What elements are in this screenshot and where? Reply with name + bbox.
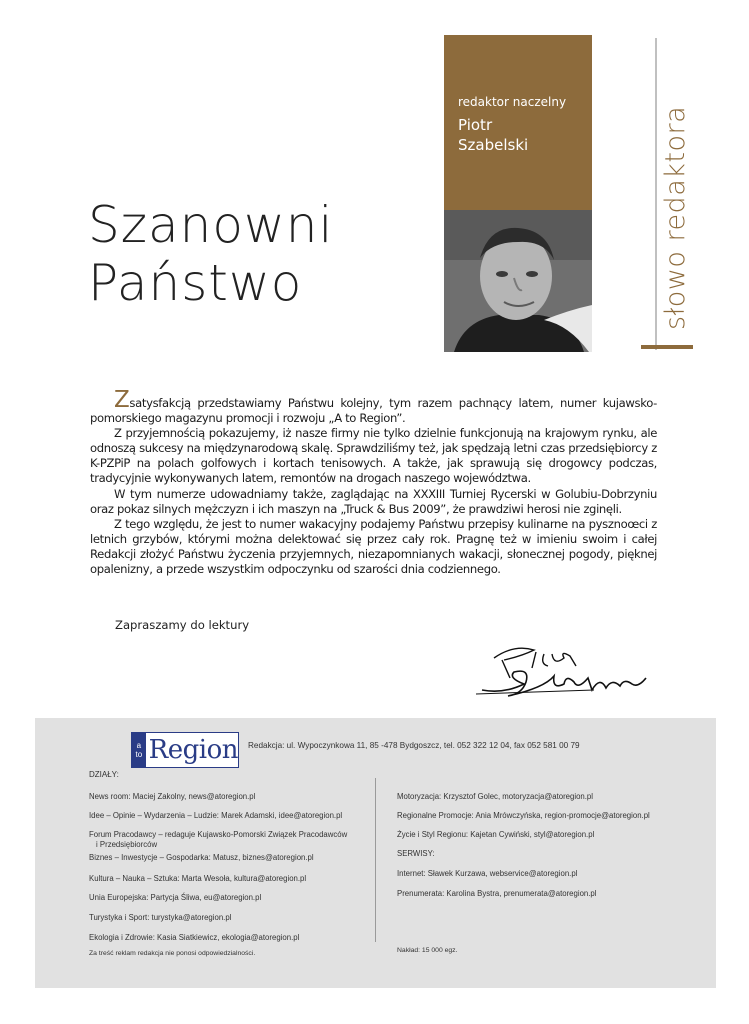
editor-portrait-image	[444, 210, 592, 352]
dept-kultura: Kultura – Nauka – Sztuka: Marta Wesoła, kultura@atoregion.pl	[89, 874, 307, 883]
editor-last-name: Szabelski	[458, 136, 529, 154]
closing-line: Zapraszamy do lektury	[115, 618, 250, 632]
editor-signature	[474, 638, 654, 700]
article-body	[90, 387, 657, 577]
logo-region-text: Region	[148, 735, 238, 765]
section-divider-line	[655, 38, 657, 350]
departments-heading: DZIAŁY:	[89, 770, 119, 779]
ads-disclaimer: Za treść reklam redakcja nie ponosi odpowiedzialności.	[89, 950, 256, 957]
drop-cap: Z	[114, 387, 130, 413]
page-title	[88, 196, 333, 312]
logo-ato-block	[132, 733, 146, 767]
dept-news-room: News room: Maciej Zakolny, news@atoregion.pl	[89, 792, 256, 801]
dept-zycie-i-styl: Życie i Styl Regionu: Kajetan Cywiński, styl@atoregion.pl	[397, 830, 595, 839]
section-accent-bar	[641, 345, 693, 349]
a-to-region-logo	[131, 732, 239, 768]
headline-line-2: Państwo	[88, 254, 303, 312]
paragraph-3: W tym numerze udowadniamy także, zaglądając na XXXIII Turniej Rycerski w Golubiu-Dobrzyniu oraz pokaz silnych mężczyzn i ich maszyn na „Truck & Bus 2009”, że prawdziwi herosi nie zginęli.	[90, 486, 657, 516]
dept-forum-pracodawcy-cont: i Przedsiębiorców	[96, 840, 158, 849]
paragraph-2: Z przyjemnością pokazujemy, iż nasze firmy nie tylko dzielnie funkcjonują na krajowym rynku, ale odnoszą sukcesy na międzynarodową skalę. Sprawdziliśmy też, jak spędzają letni czas przedsiębiorcy z K-PZPiP na polach golfowych i kortach tenisowych. A także, jak sprawują się drogowcy podczas, tradycyjnie wykonywanych latem, remontów na drogach naszego województwa.	[90, 426, 657, 486]
logo-to: to	[135, 750, 143, 759]
service-prenumerata: Prenumerata: Karolina Bystra, prenumerata@atoregion.pl	[397, 889, 597, 898]
dept-motoryzacja: Motoryzacja: Krzysztof Golec, motoryzacja@atoregion.pl	[397, 792, 593, 801]
dept-idee: Idee – Opinie – Wydarzenia – Ludzie: Marek Adamski, idee@atoregion.pl	[89, 811, 343, 820]
print-run: Nakład: 15 000 egz.	[397, 947, 458, 954]
paragraph-1	[90, 387, 657, 426]
editor-first-name: Piotr	[458, 116, 493, 134]
editor-role: redaktor naczelny	[458, 95, 567, 109]
editor-photo	[444, 210, 592, 352]
dept-forum-pracodawcy: Forum Pracodawcy – redaguje Kujawsko-Pomorski Związek Pracodawców	[89, 830, 348, 839]
editor-name	[458, 115, 528, 155]
logo-a: a	[136, 741, 142, 750]
service-internet: Internet: Sławek Kurzawa, webservice@atoregion.pl	[397, 869, 578, 878]
editor-box	[444, 35, 592, 352]
footer	[35, 718, 716, 988]
dept-biznes: Biznes – Inwestycje – Gospodarka: Matusz, biznes@atoregion.pl	[89, 853, 314, 862]
section-label: słowo redaktora	[660, 105, 691, 330]
dept-turystyka: Turystyka i Sport: turystyka@atoregion.pl	[89, 913, 232, 922]
footer-column-divider	[375, 778, 376, 942]
paragraph-1-text: satysfakcją przedstawiamy Państwu kolejny, tym razem pachnący latem, numer kujawsko-pomorskiego magazynu promocji i rozwoju „A to Region”.	[90, 396, 657, 426]
dept-ekologia: Ekologia i Zdrowie: Kasia Siatkiewicz, ekologia@atoregion.pl	[89, 933, 300, 942]
headline-line-1: Szanowni	[88, 196, 334, 254]
editorial-address: Redakcja: ul. Wypoczynkowa 11, 85 -478 Bydgoszcz, tel. 052 322 12 04, fax 052 581 00 79	[248, 741, 580, 750]
dept-unia-europejska: Unia Europejska: Partycja Śliwa, eu@atoregion.pl	[89, 893, 262, 902]
dept-regionalne-promocje: Regionalne Promocje: Ania Mrówczyńska, region-promocje@atoregion.pl	[397, 811, 650, 820]
services-heading: SERWISY:	[397, 849, 435, 858]
paragraph-4: Z tego względu, że jest to numer wakacyjny podajemy Państwu przepisy kulinarne na pysznoœci z letnich grzybów, którymi można delektować się przez cały rok. Pragnę też w imieniu swoim i całej Redakcji złożyć Państwu życzenia przyjemnych, niezapomnianych wakacji, słonecznej pogody, pięknej opalenizny, a przede wszystkim odpoczynku od szarości dnia codziennego.	[90, 516, 657, 577]
